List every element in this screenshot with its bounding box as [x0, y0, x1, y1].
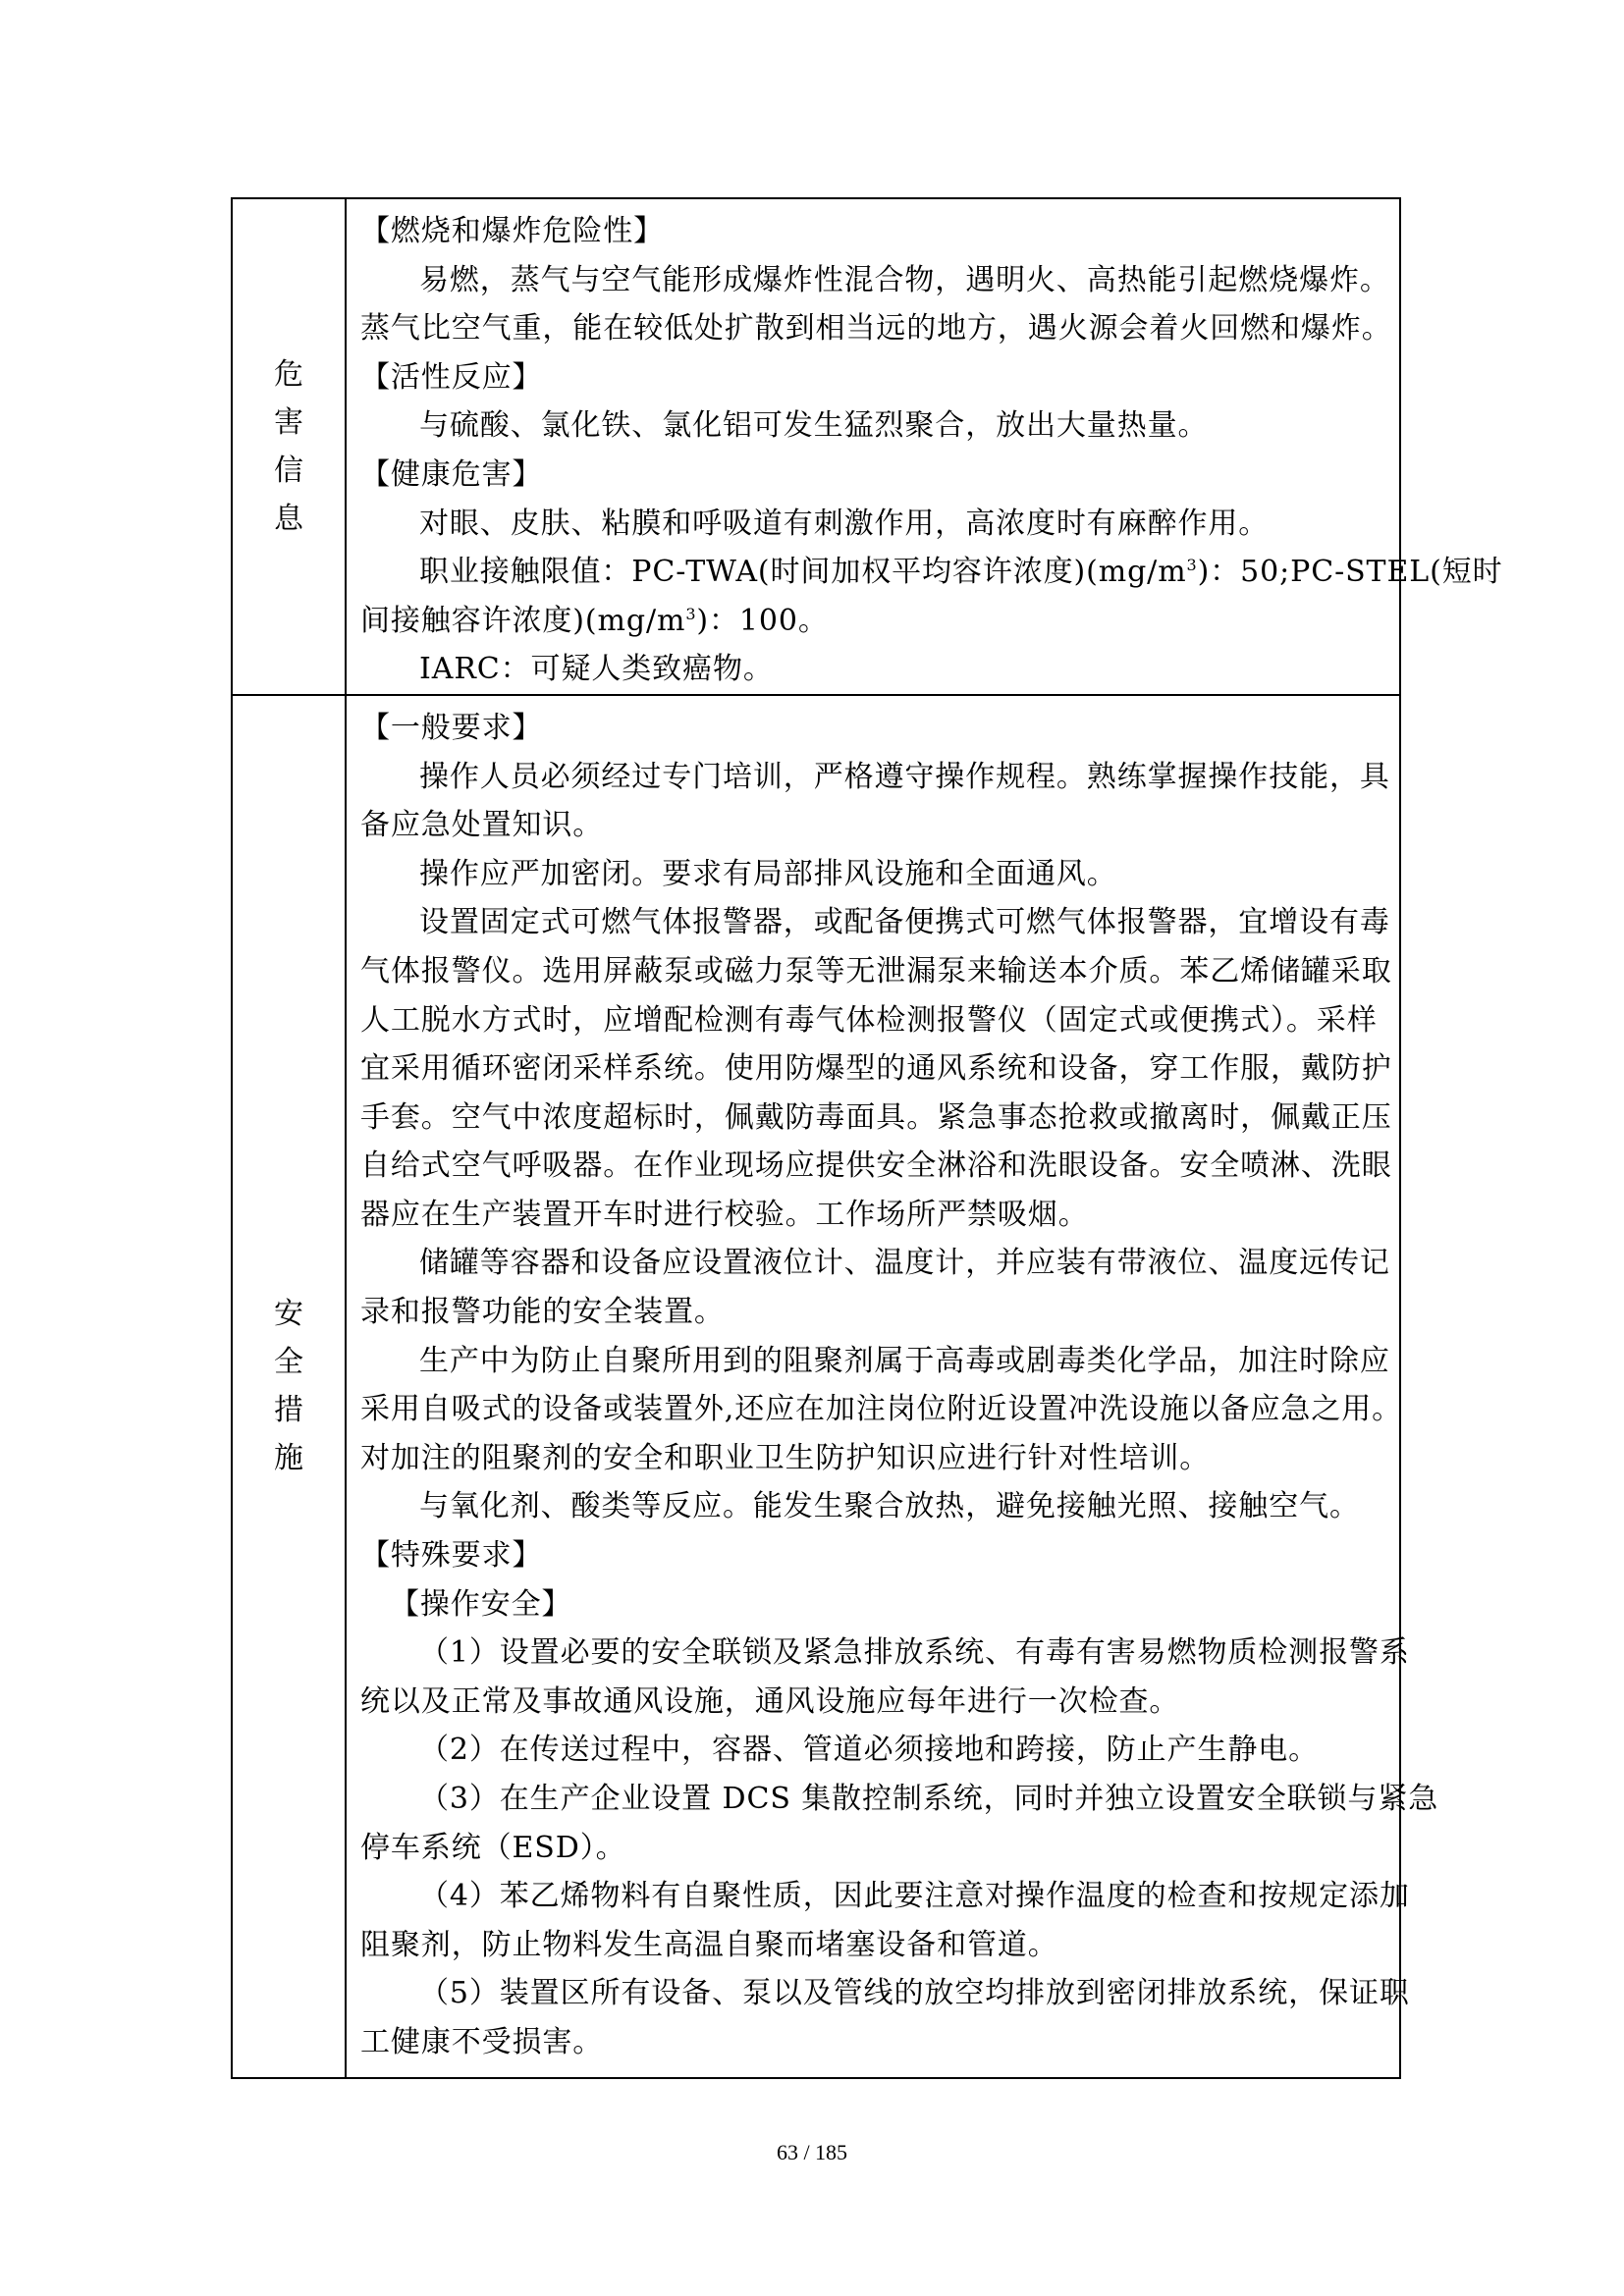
- section-heading: 【活性反应】: [360, 359, 543, 395]
- text-line: [360, 548, 1503, 597]
- text-line: 采用自吸式的设备或装置外,还应在加注岗位附近设置冲洗设施以备应急之用。: [360, 1392, 1403, 1427]
- superscript: 3: [1186, 556, 1198, 575]
- text-line: IARC：可疑人类致癌物。: [419, 652, 774, 687]
- text-line: 宜采用循环密闭采样系统。使用防爆型的通风系统和设备，穿工作服，戴防护: [360, 1051, 1392, 1087]
- text-line: 操作应严加密闭。要求有局部排风设施和全面通风。: [419, 856, 1117, 891]
- text-line: 工健康不受损害。: [360, 2024, 604, 2059]
- label-char: 信: [274, 453, 303, 488]
- text-line: 易燃，蒸气与空气能形成爆炸性混合物，遇明火、高热能引起燃烧爆炸。: [419, 262, 1390, 297]
- text-span: 间接触容许浓度)(mg/m: [360, 603, 686, 638]
- text-line: （4）苯乙烯物料有自聚性质，因此要注意对操作温度的检查和按规定添加: [419, 1879, 1410, 1914]
- text-line: 备应急处置知识。: [360, 808, 604, 843]
- hazard-safety-table: [231, 197, 1503, 2079]
- text-line: 与硫酸、氯化铁、氯化铝可发生猛烈聚合，放出大量热量。: [419, 408, 1209, 444]
- text-span: )：50;PC-STEL(短时: [1197, 555, 1503, 590]
- label-char: 措: [274, 1393, 303, 1428]
- label-char: 全: [274, 1345, 303, 1380]
- text-line: （3）在生产企业设置 DCS 集散控制系统，同时并独立设置安全联锁与紧急: [419, 1782, 1439, 1816]
- page-number: 63 / 185: [776, 2140, 848, 2164]
- hazard-info-content: [346, 198, 1503, 695]
- label-char: 息: [274, 501, 303, 536]
- text-line: （5）装置区所有设备、泵以及管线的放空均排放到密闭排放系统，保证职: [419, 1976, 1410, 2011]
- text-line: 录和报警功能的安全装置。: [360, 1295, 725, 1330]
- text-line: （1）设置必要的安全联锁及紧急排放系统、有毒有害易燃物质检测报警系: [419, 1635, 1410, 1671]
- text-line: 与氧化剂、酸类等反应。能发生聚合放热，避免接触光照、接触空气。: [419, 1489, 1360, 1524]
- hazard-info-label: [232, 198, 346, 695]
- text-span: )：100。: [696, 603, 829, 638]
- text-line: （2）在传送过程中，容器、管道必须接地和跨接，防止产生静电。: [419, 1733, 1320, 1768]
- text-line: 蒸气比空气重，能在较低处扩散到相当远的地方，遇火源会着火回燃和爆炸。: [360, 311, 1392, 347]
- text-line: 手套。空气中浓度超标时，佩戴防毒面具。紧急事态抢救或撤离时，佩戴正压: [360, 1099, 1392, 1135]
- text-line: 生产中为防止自聚所用到的阻聚剂属于高毒或剧毒类化学品，加注时除应: [419, 1343, 1390, 1378]
- section-heading: 【一般要求】: [360, 710, 543, 745]
- section-heading: 【健康危害】: [360, 456, 543, 492]
- safety-measures-content: [346, 695, 1439, 2078]
- subsection-heading: 【操作安全】: [390, 1586, 572, 1622]
- label-char: 安: [274, 1297, 303, 1332]
- text-line: 人工脱水方式时，应增配检测有毒气体检测报警仪（固定式或便携式）。采样: [360, 1002, 1378, 1038]
- text-line: [360, 597, 1389, 646]
- label-char: 危: [274, 356, 303, 392]
- text-line: 自给式空气呼吸器。在作业现场应提供安全淋浴和洗眼设备。安全喷淋、洗眼: [360, 1148, 1392, 1184]
- text-line: 阻聚剂，防止物料发生高温自聚而堵塞设备和管道。: [360, 1927, 1058, 1962]
- text-line: 器应在生产装置开车时进行校验。工作场所严禁吸烟。: [360, 1197, 1089, 1232]
- text-line: 储罐等容器和设备应设置液位计、温度计，并应装有带液位、温度远传记: [419, 1246, 1390, 1281]
- section-heading: 【特殊要求】: [360, 1538, 543, 1574]
- text-span: 职业接触限值：PC-TWA(时间加权平均容许浓度)(mg/m: [419, 555, 1187, 590]
- text-line: 对眼、皮肤、粘膜和呼吸道有刺激作用，高浓度时有麻醉作用。: [419, 506, 1270, 541]
- superscript: 3: [685, 604, 697, 623]
- safety-measures-label: [232, 695, 346, 2078]
- text-line: 操作人员必须经过专门培训，严格遵守操作规程。熟练掌握操作技能，具: [419, 759, 1390, 794]
- text-line: 气体报警仪。选用屏蔽泵或磁力泵等无泄漏泵来输送本介质。苯乙烯储罐采取: [360, 953, 1392, 988]
- text-line: 设置固定式可燃气体报警器，或配备便携式可燃气体报警器，宜增设有毒: [419, 905, 1390, 940]
- label-char: 害: [274, 404, 303, 440]
- text-line: 停车系统（ESD）。: [360, 1830, 626, 1865]
- hazard-info-row: [232, 198, 1400, 695]
- label-char: 施: [274, 1441, 303, 1476]
- text-line: 对加注的阻聚剂的安全和职业卫生防护知识应进行针对性培训。: [360, 1440, 1211, 1475]
- section-heading: 【燃烧和爆炸危险性】: [360, 214, 664, 248]
- text-line: 统以及正常及事故通风设施，通风设施应每年进行一次检查。: [360, 1683, 1180, 1719]
- safety-measures-row: [232, 695, 1400, 2078]
